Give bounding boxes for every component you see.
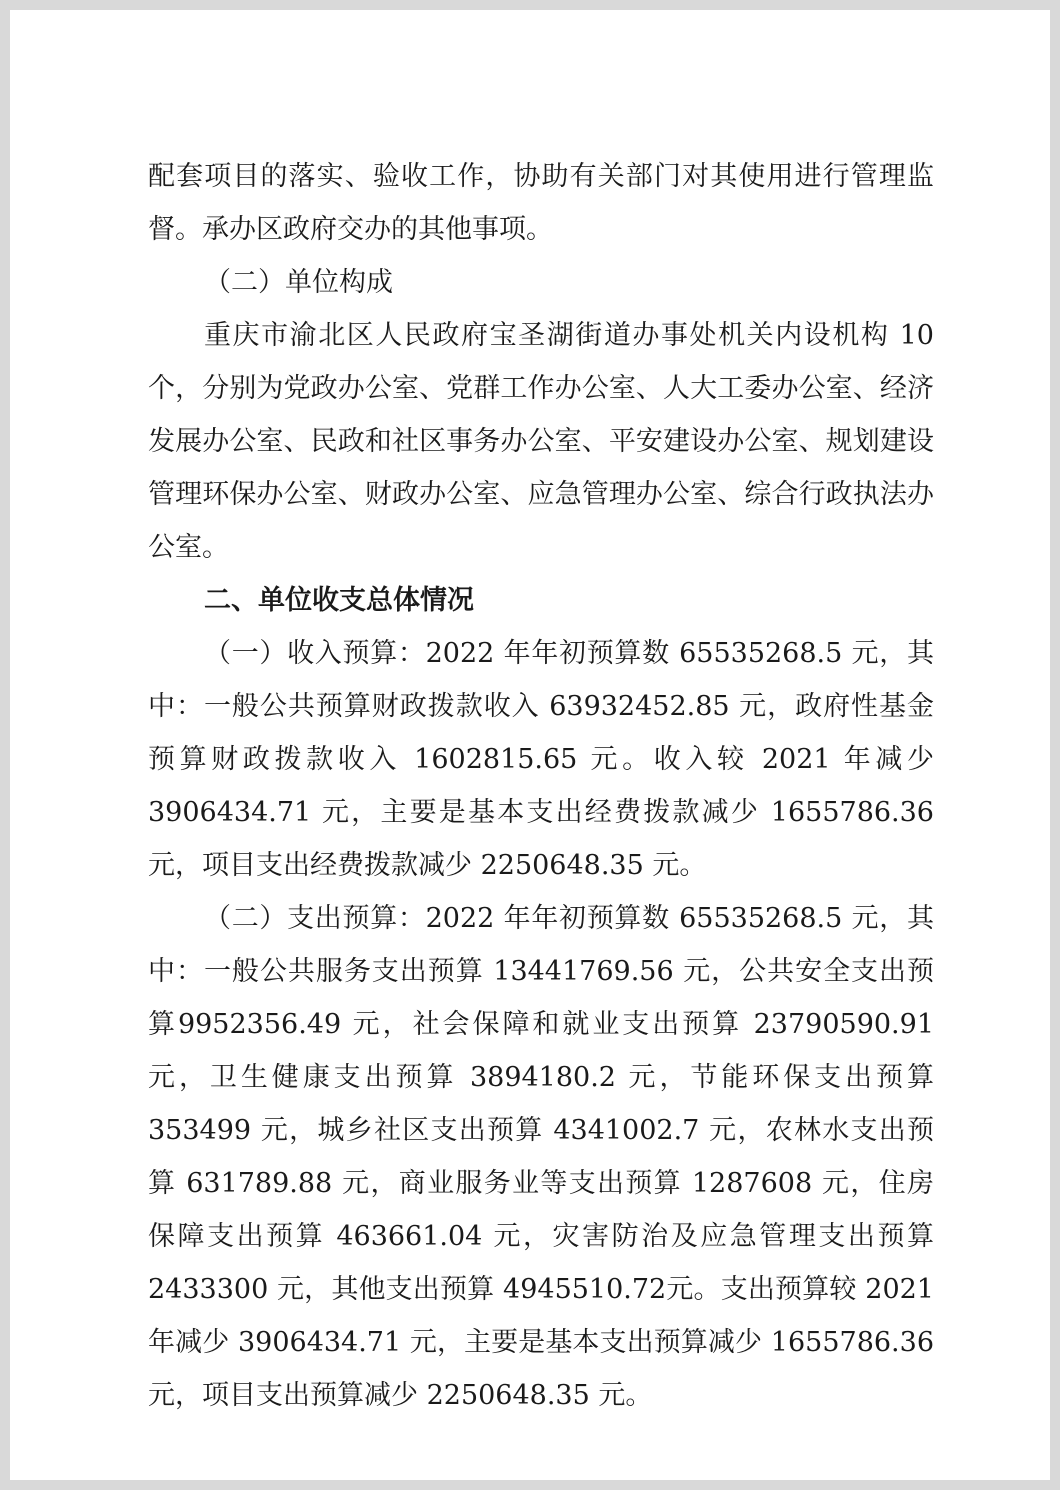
section-heading-income-expenditure: 二、单位收支总体情况 [204,585,474,616]
paragraph-income-budget: （一）收入预算：2022 年年初预算数 65535268.5 元，其中：一般公共预算财政拨款收入 63932452.85 元，政府性基金预算财政拨款收入 1602815.65 元。收入较 2021 年减少 3906434.71 元，主要是基本支出经费拨款减少 1655786.36 元，项目支出经费拨款减少 2250648.35 元。 [148,638,934,881]
subheading-unit-composition: （二）单位构成 [204,267,393,298]
paragraph-duties-continued: 配套项目的落实、验收工作，协助有关部门对其使用进行管理监督。承办区政府交办的其他事项。 [148,161,934,245]
paragraph-expenditure-budget: （二）支出预算：2022 年年初预算数 65535268.5 元，其中：一般公共服务支出预算 13441769.56 元，公共安全支出预算9952356.49 元，社会保障和就业支出预算 23790590.91 元，卫生健康支出预算 3894180.2 元，节能环保支出预算 353499 元，城乡社区支出预算 4341002.7 元，农林水支出预算 631789.88 元，商业服务业等支出预算 1287608 元，住房保障支出预算 463661.04 元，灾害防治及应急管理支出预算 2433300 元，其他支出预算 4945510.72元。支出预算较 2021 年减少 3906434.71 元，主要是基本支出预算减少 1655786.36 元，项目支出预算减少 2250648.35 元。 [148,903,934,1411]
paragraph-unit-composition: 重庆市渝北区人民政府宝圣湖街道办事处机关内设机构 10个，分别为党政办公室、党群工作办公室、人大工委办公室、经济发展办公室、民政和社区事务办公室、平安建设办公室、规划建设管理环保办公室、财政办公室、应急管理办公室、综合行政执法办公室。 [148,320,934,563]
page-body [148,150,934,1422]
